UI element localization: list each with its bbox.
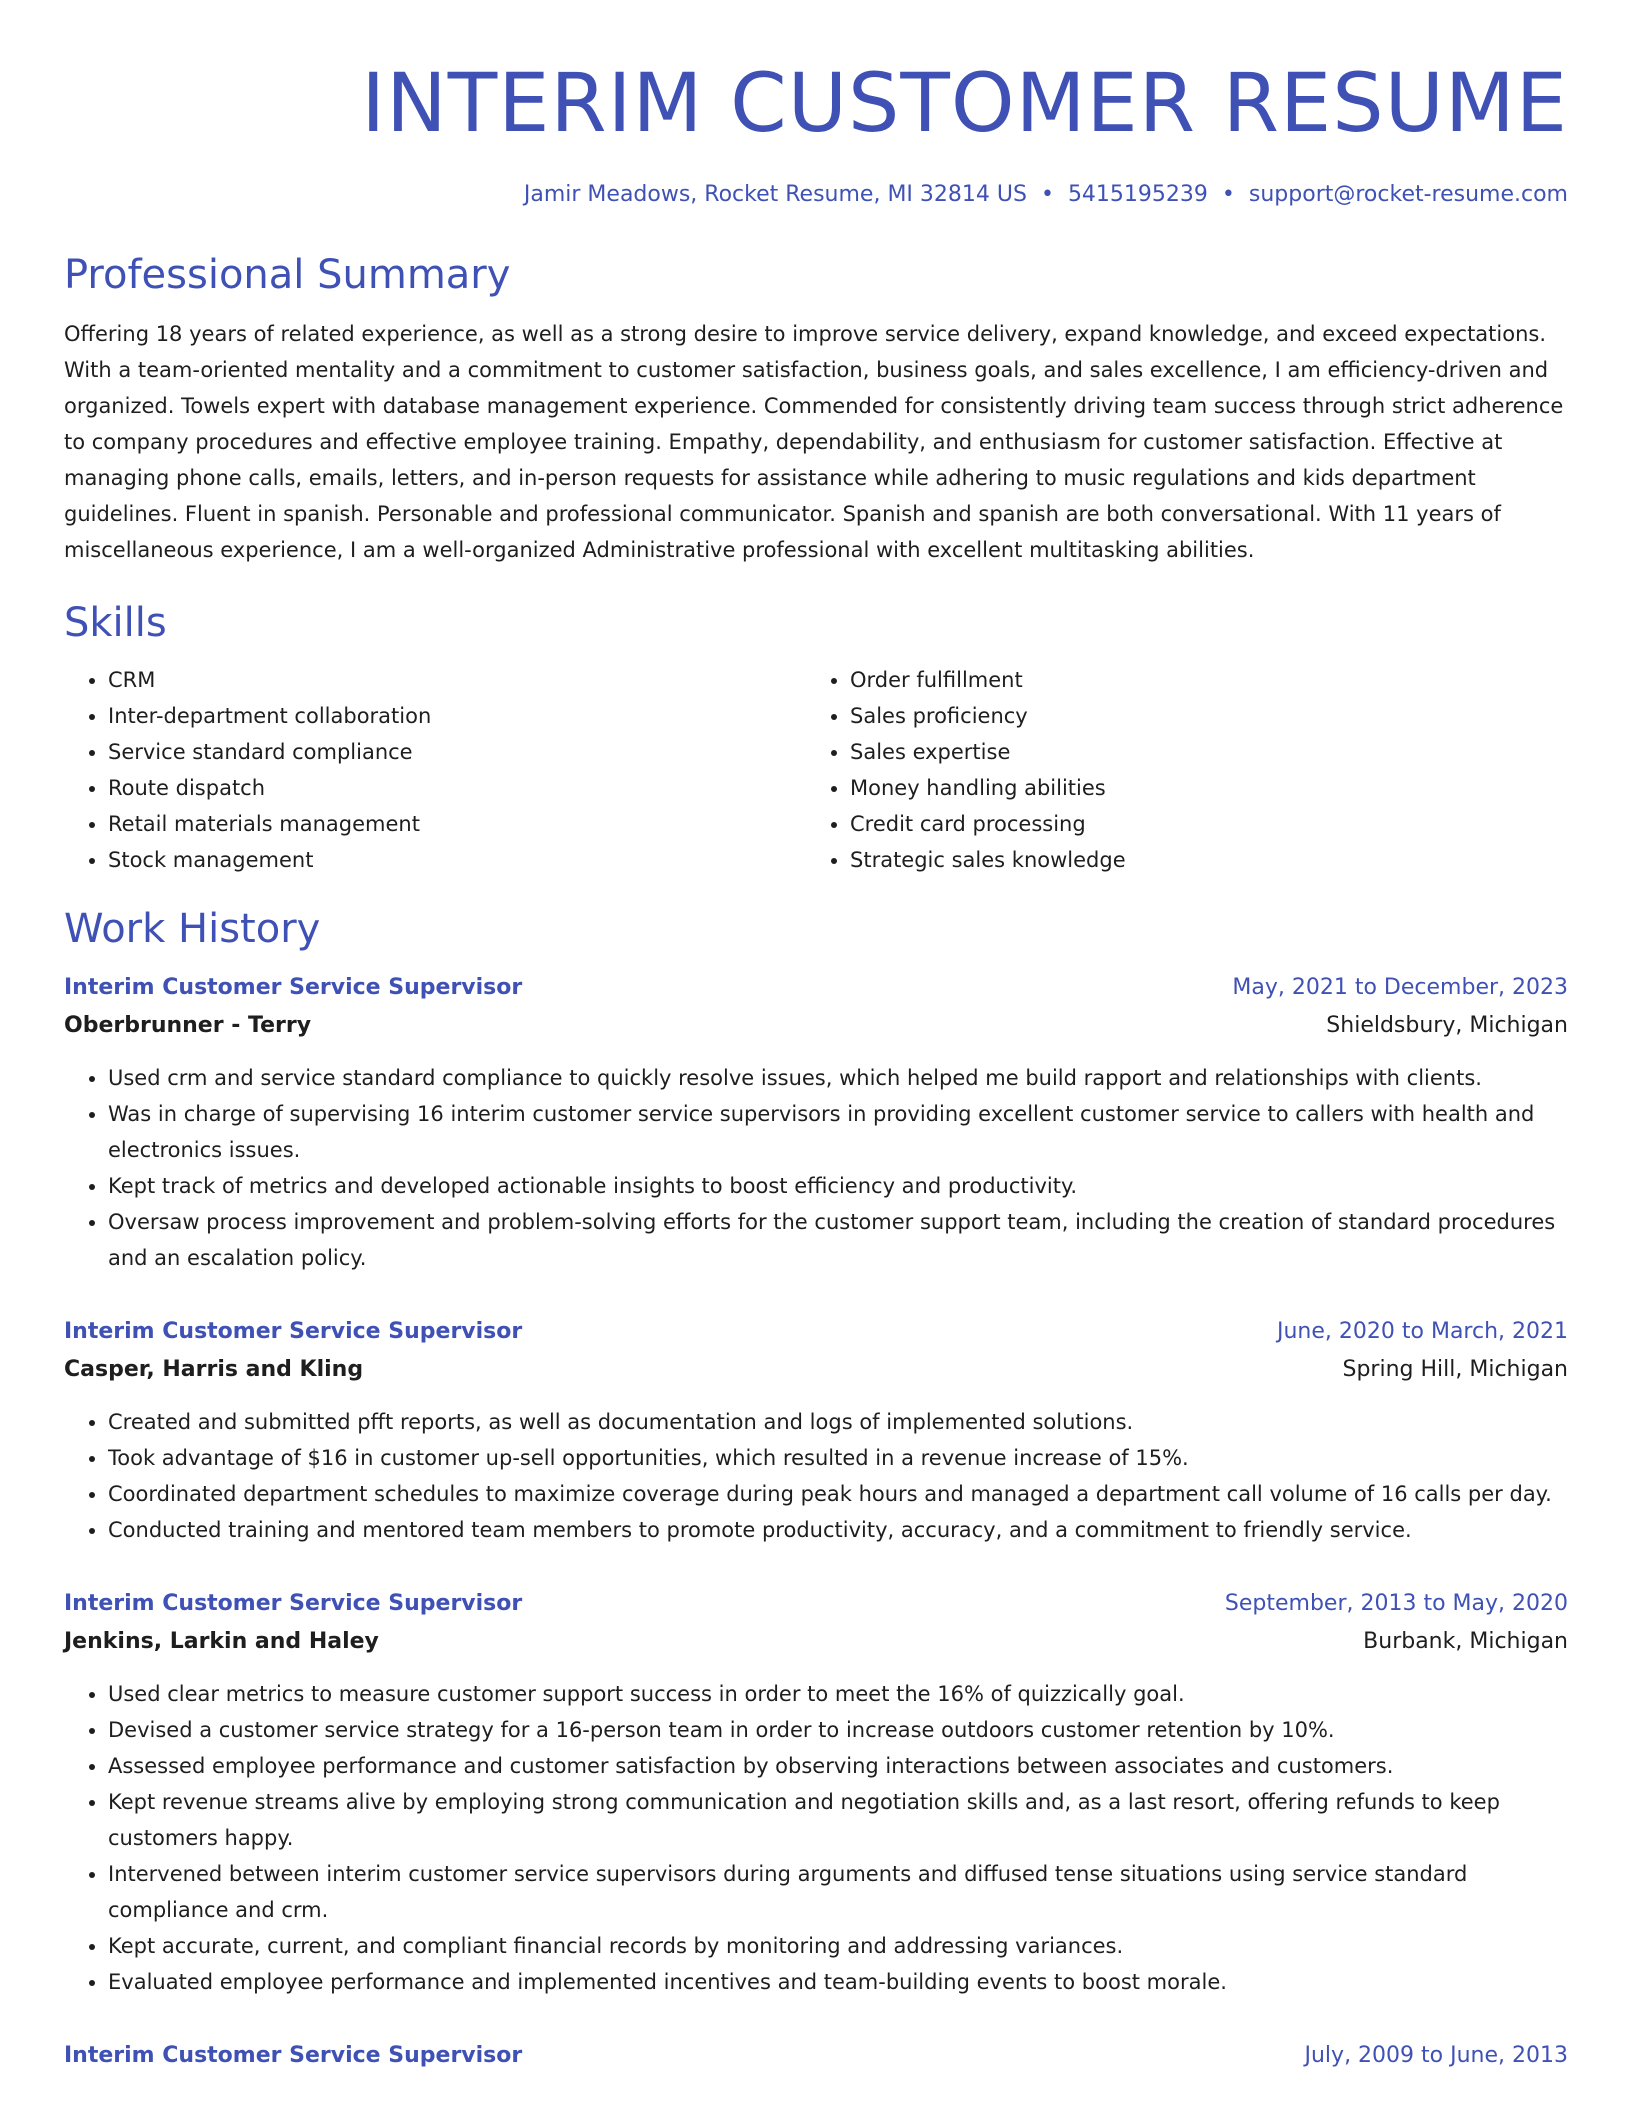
- job-location: Burbank, Michigan: [1363, 1629, 1568, 1654]
- job-entry: [64, 1586, 1568, 2000]
- job-dates: June, 2020 to March, 2021: [1277, 1319, 1568, 1344]
- summary-text: Offering 18 years of related experience, as well as a strong desire to improve service delivery, expand knowledge, and exceed expectations. With a team-oriented mentality and a commitment to customer satisfaction, business goals, and sales excellence, I am efficiency-driven and organized. Towels expert with database management experience. Commended for consistently driving team success through strict adherence to company procedures and effective employee training. Empathy, dependability, and enthusiasm for customer satisfaction. Effective at managing phone calls, emails, letters, and in-person requests for assistance while adhering to music regulations and kids department guidelines. Fluent in spanish. Personable and professional communicator. Spanish and spanish are both conversational. With 11 years of miscellaneous experience, I am a well-organized Administrative professional with excellent multitasking abilities.: [64, 322, 1564, 562]
- job-title: Interim Customer Service Supervisor: [64, 975, 523, 1000]
- resume-page: [64, 0, 1568, 2074]
- job-bullet: • Kept track of metrics and developed actionable insights to boost efficiency and productivity.: [108, 1168, 1568, 1204]
- job-dates: September, 2013 to May, 2020: [1224, 1591, 1568, 1616]
- job-bullet: • Was in charge of supervising 16 interim customer service supervisors in providing excellent customer service to callers with health and electronics issues.: [108, 1096, 1568, 1168]
- contact-phone: 5415195239: [1067, 182, 1208, 207]
- skills-columns: [64, 662, 1568, 878]
- contact-email: support@rocket-resume.com: [1248, 182, 1568, 207]
- job-bullet: • Used clear metrics to measure customer support success in order to meet the 16% of quizzically goal.: [108, 1676, 1568, 1712]
- job-company-row: [64, 1350, 1568, 1390]
- job-location: Spring Hill, Michigan: [1342, 1357, 1568, 1382]
- skills-list-left: [64, 662, 806, 878]
- job-dates: May, 2021 to December, 2023: [1232, 975, 1568, 1000]
- job-title: Interim Customer Service Supervisor: [64, 1591, 523, 1616]
- job-bullets: [64, 1676, 1568, 2000]
- summary-section: [64, 250, 1568, 568]
- job-bullet: • Kept revenue streams alive by employing strong communication and negotiation skills and, as a last resort, offering refunds to keep customers happy.: [108, 1784, 1568, 1856]
- job-location: Shieldsbury, Michigan: [1326, 1013, 1568, 1038]
- skill-item: • Route dispatch: [108, 770, 806, 806]
- skill-item: • CRM: [108, 662, 806, 698]
- job-company: Jenkins, Larkin and Haley: [64, 1629, 379, 1654]
- resume-title: INTERIM CUSTOMER RESUME: [361, 57, 1568, 151]
- skill-item: • Credit card processing: [850, 806, 1548, 842]
- skills-heading: Skills: [64, 600, 167, 646]
- skill-item: • Inter-department collaboration: [108, 698, 806, 734]
- skills-section: [64, 598, 1568, 878]
- skill-item: • Stock management: [108, 842, 806, 878]
- job-company-row: [64, 1006, 1568, 1046]
- job-title-row: [64, 2038, 1568, 2074]
- contact-line: [64, 180, 1568, 210]
- skills-list-right: [806, 662, 1548, 878]
- job-title: Interim Customer Service Supervisor: [64, 2043, 523, 2068]
- job-company-row: [64, 1622, 1568, 1662]
- resume-header: [64, 0, 1568, 210]
- job-title-row: [64, 1314, 1568, 1350]
- job-title-row: [64, 1586, 1568, 1622]
- skill-item: • Retail materials management: [108, 806, 806, 842]
- job-company: Oberbrunner - Terry: [64, 1013, 312, 1038]
- skill-item: • Order fulfillment: [850, 662, 1548, 698]
- job-bullet: • Created and submitted pfft reports, as well as documentation and logs of implemented solutions.: [108, 1404, 1568, 1440]
- work-history-heading: Work History: [64, 906, 321, 952]
- job-bullets: [64, 1060, 1568, 1276]
- job-bullet: • Coordinated department schedules to maximize coverage during peak hours and managed a department call volume of 16 calls per day.: [108, 1476, 1568, 1512]
- job-bullet: • Devised a customer service strategy for a 16-person team in order to increase outdoors customer retention by 10%.: [108, 1712, 1568, 1748]
- job-dates: July, 2009 to June, 2013: [1304, 2043, 1568, 2068]
- job-entry: [64, 1314, 1568, 1548]
- job-bullet: • Took advantage of $16 in customer up-sell opportunities, which resulted in a revenue increase of 15%.: [108, 1440, 1568, 1476]
- contact-separator: •: [1040, 182, 1054, 207]
- contact-address: Jamir Meadows, Rocket Resume, MI 32814 US: [523, 182, 1027, 207]
- skill-item: • Sales proficiency: [850, 698, 1548, 734]
- job-bullet: • Intervened between interim customer service supervisors during arguments and diffused tense situations using service standard compliance and crm.: [108, 1856, 1568, 1928]
- job-bullet: • Conducted training and mentored team members to promote productivity, accuracy, and a commitment to friendly service.: [108, 1512, 1568, 1548]
- job-bullets: [64, 1404, 1568, 1548]
- job-title-row: [64, 970, 1568, 1006]
- job-bullet: • Kept accurate, current, and compliant financial records by monitoring and addressing variances.: [108, 1928, 1568, 1964]
- job-entry: [64, 970, 1568, 1276]
- contact-separator: •: [1221, 182, 1235, 207]
- work-history-section: [64, 904, 1568, 2074]
- job-entry: [64, 2038, 1568, 2074]
- job-company: Casper, Harris and Kling: [64, 1357, 364, 1382]
- skill-item: • Strategic sales knowledge: [850, 842, 1548, 878]
- job-bullet: • Oversaw process improvement and problem-solving efforts for the customer support team, including the creation of standard procedures and an escalation policy.: [108, 1204, 1568, 1276]
- job-bullet: • Used crm and service standard compliance to quickly resolve issues, which helped me build rapport and relationships with clients.: [108, 1060, 1568, 1096]
- summary-heading: Professional Summary: [64, 252, 511, 298]
- skill-item: • Service standard compliance: [108, 734, 806, 770]
- skill-item: • Sales expertise: [850, 734, 1548, 770]
- job-bullet: • Evaluated employee performance and implemented incentives and team-building events to boost morale.: [108, 1964, 1568, 2000]
- job-title: Interim Customer Service Supervisor: [64, 1319, 523, 1344]
- job-bullet: • Assessed employee performance and customer satisfaction by observing interactions between associates and customers.: [108, 1748, 1568, 1784]
- skill-item: • Money handling abilities: [850, 770, 1548, 806]
